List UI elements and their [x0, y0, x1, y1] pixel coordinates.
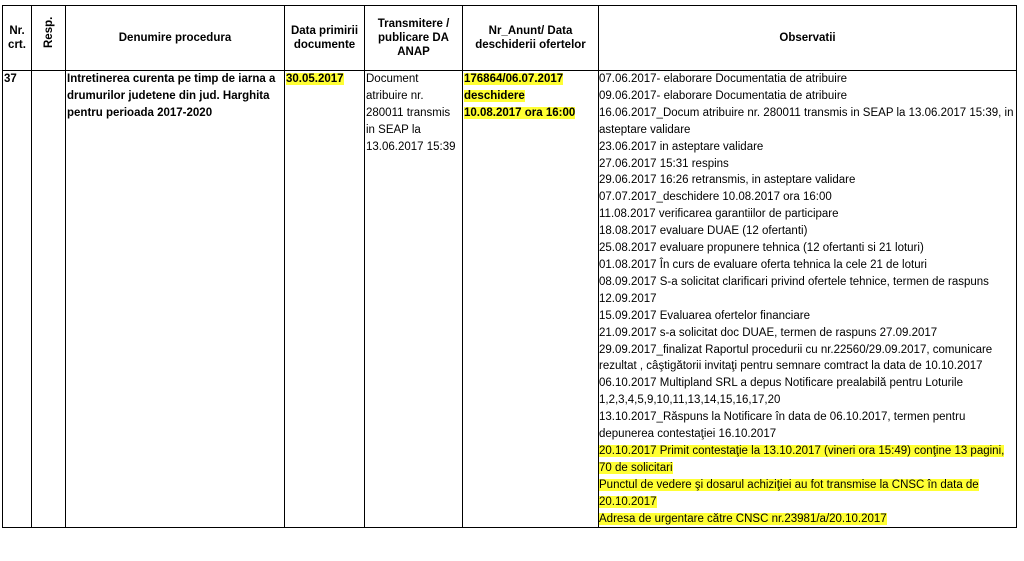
observatie-item: 08.09.2017 S-a solicitat clarificari privind ofertele tehnice, termen de raspuns 12.09.2017 — [599, 275, 989, 305]
table-row — [3, 71, 1017, 528]
header-resp-label: Resp. — [42, 16, 55, 48]
header-resp — [32, 6, 66, 71]
observatie-item: Adresa de urgentare către CNSC nr.23981/a/20.10.2017 — [599, 512, 887, 525]
header-observatii: Observatii — [599, 6, 1017, 71]
observatie-item: 09.06.2017- elaborare Documentatia de atribuire — [599, 89, 848, 102]
data-primirii-value: 30.05.2017 — [286, 73, 344, 85]
nr-anunt-number: 176864/06.07.2017 — [464, 73, 564, 85]
nr-anunt-date: 10.08.2017 ora 16:00 — [464, 106, 576, 119]
cell-nr: 37 — [3, 71, 32, 528]
observatie-item: 25.08.2017 evaluare propunere tehnica (12 ofertanti si 21 loturi) — [599, 242, 924, 255]
observatie-item: 15.09.2017 Evaluarea ofertelor financiare — [599, 309, 810, 322]
observatie-item: 13.10.2017_Răspuns la Notificare în data de 06.10.2017, termen pentru depunerea contestaţiei 16.10.2017 — [599, 411, 966, 441]
observatie-item: 01.08.2017 În curs de evaluare oferta tehnica la cele 21 de loturi — [599, 258, 927, 271]
header-nr-crt: Nr. crt. — [3, 6, 32, 71]
nr-anunt-deschidere: deschidere — [464, 89, 525, 102]
procedures-table — [2, 5, 1017, 528]
observatie-item: 21.09.2017 s-a solicitat doc DUAE, termen de raspuns 27.09.2017 — [599, 326, 938, 339]
cell-data-primirii — [285, 71, 365, 528]
observatie-item: 07.07.2017_deschidere 10.08.2017 ora 16:00 — [599, 191, 832, 204]
header-row — [3, 6, 1017, 71]
cell-nr-anunt — [463, 71, 599, 528]
cell-denumire: Intretinerea curenta pe timp de iarna a drumurilor judetene din jud. Harghita pentru perioada 2017-2020 — [66, 71, 285, 528]
observatie-item: 06.10.2017 Multipland SRL a depus Notificare prealabilă pentru Loturile 1,2,3,4,5,9,10,11,13,14,15,16,17,20 — [599, 377, 963, 407]
header-data-primirii: Data primirii documente — [285, 6, 365, 71]
observatie-item: 07.06.2017- elaborare Documentatia de atribuire — [599, 73, 848, 85]
cell-resp — [32, 71, 66, 528]
observatie-item: 20.10.2017 Primit contestaţie la 13.10.2017 (vineri ora 15:49) conţine 13 pagini, 70 de solicitari — [599, 444, 1005, 474]
observatie-item: 29.06.2017 16:26 retransmis, in asteptare validare — [599, 174, 856, 187]
observatie-item: 29.09.2017_finalizat Raportul procedurii cu nr.22560/29.09.2017, comunicare rezultat , câştigătorii invitaţi pentru semnare comtract la data de 10.10.2017 — [599, 343, 993, 373]
observatie-item: 11.08.2017 verificarea garantiilor de participare — [599, 208, 839, 221]
header-denumire: Denumire procedura — [66, 6, 285, 71]
header-transmitere: Transmitere / publicare DA ANAP — [365, 6, 463, 71]
header-nr-anunt: Nr_Anunt/ Data deschiderii ofertelor — [463, 6, 599, 71]
observatii-list — [599, 71, 1016, 527]
observatie-item: 23.06.2017 in asteptare validare — [599, 140, 764, 153]
observatie-item: Punctul de vedere şi dosarul achiziţiei au fot transmise la CNSC în data de 20.10.2017 — [599, 478, 979, 508]
cell-transmitere: Document atribuire nr. 280011 transmis in SEAP la 13.06.2017 15:39 — [365, 71, 463, 528]
cell-observatii — [599, 71, 1017, 528]
observatie-item: 18.08.2017 evaluare DUAE (12 ofertanti) — [599, 225, 808, 238]
observatie-item: 16.06.2017_Docum atribuire nr. 280011 transmis in SEAP la 13.06.2017 15:39, in asteptare validare — [599, 106, 1014, 136]
observatie-item: 27.06.2017 15:31 respins — [599, 157, 729, 170]
